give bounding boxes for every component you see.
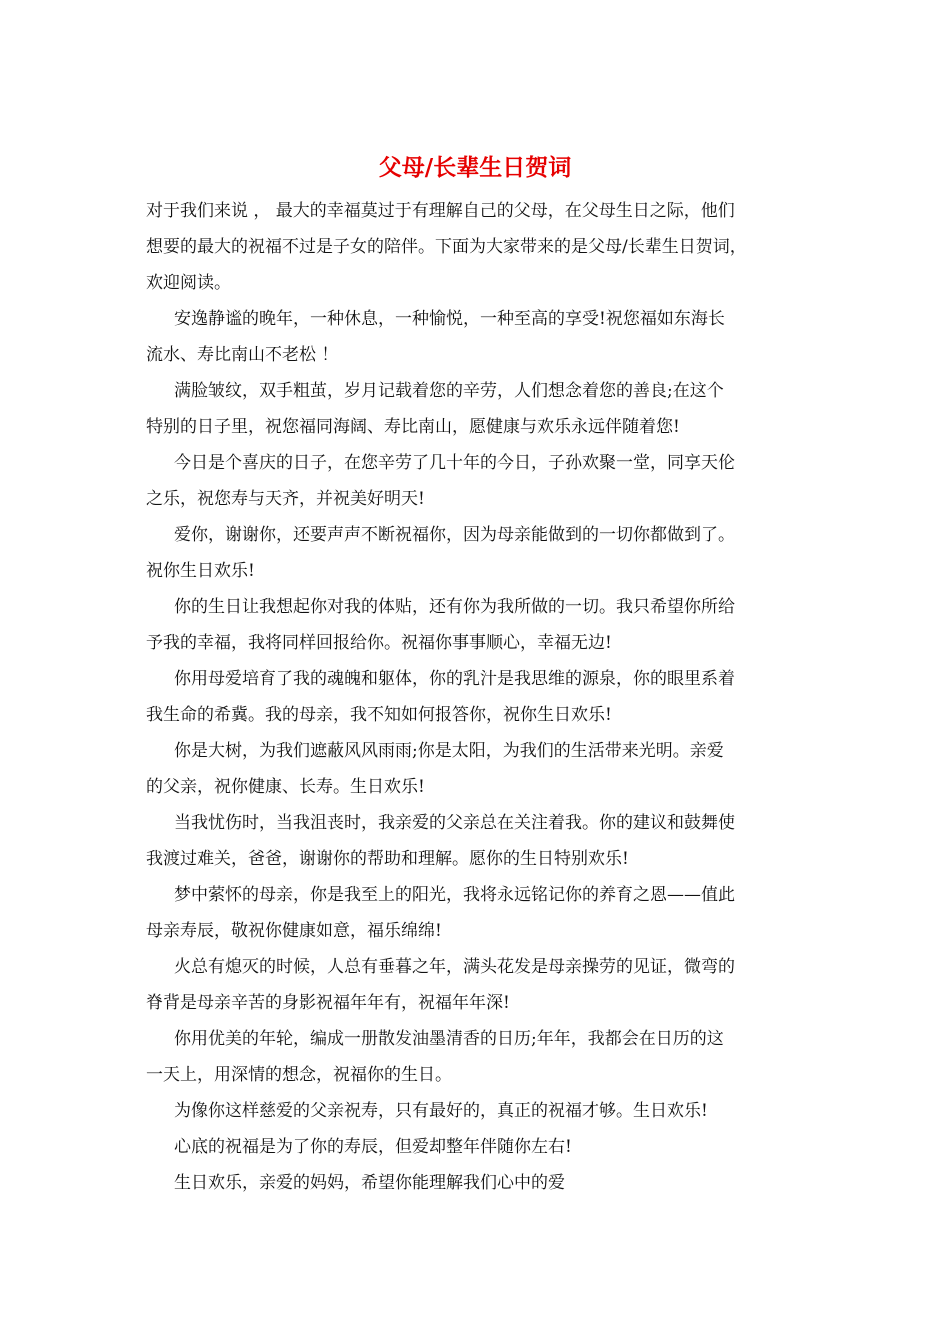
paragraph-line: 你用母爱培育了我的魂魄和躯体，你的乳汁是我思维的源泉，你的眼里系着 — [174, 669, 735, 689]
document-body — [146, 193, 814, 1201]
document-title: 父母/长辈生日贺词 — [378, 154, 572, 181]
paragraph-line: 之乐，祝您寿与天齐，并祝美好明天! — [146, 489, 425, 509]
paragraph-line: 脊背是母亲辛苦的身影祝福年年有，祝福年年深! — [146, 993, 510, 1013]
paragraph-line: 对于我们来说 ， 最大的幸福莫过于有理解自己的父母，在父母生日之际，他们 — [146, 201, 735, 221]
paragraph-line: 今日是个喜庆的日子，在您辛劳了几十年的今日，子孙欢聚一堂，同享天伦 — [174, 453, 735, 473]
paragraph-line: 我渡过难关，爸爸，谢谢你的帮助和理解。愿你的生日特别欢乐! — [146, 849, 629, 869]
paragraph — [146, 517, 814, 589]
paragraph-line: 安逸静谧的晚年，一种休息，一种愉悦，一种至高的享受!祝您福如东海长 — [174, 309, 725, 329]
paragraph — [146, 589, 814, 661]
paragraph-line: 生日欢乐，亲爱的妈妈，希望你能理解我们心中的爱 — [174, 1173, 565, 1193]
paragraph-line: 爱你，谢谢你，还要声声不断祝福你，因为母亲能做到的一切你都做到了。 — [174, 525, 735, 545]
paragraph-line: 你的生日让我想起你对我的体贴，还有你为我所做的一切。我只希望你所给 — [174, 597, 735, 617]
paragraph-line: 梦中萦怀的母亲，你是我至上的阳光，我将永远铭记你的养育之恩——值此 — [174, 885, 735, 905]
paragraph-line: 想要的最大的祝福不过是子女的陪伴。下面为大家带来的是父母/长辈生日贺词， — [146, 237, 747, 257]
paragraph-line: 祝你生日欢乐! — [146, 561, 255, 581]
paragraph-line: 我生命的希冀。我的母亲，我不知如何报答你，祝你生日欢乐! — [146, 705, 612, 725]
paragraph — [146, 661, 814, 733]
paragraph — [146, 877, 814, 949]
paragraph — [146, 733, 814, 805]
paragraph — [146, 805, 814, 877]
paragraph-line: 你用优美的年轮，编成一册散发油墨清香的日历;年年，我都会在日历的这 — [174, 1029, 724, 1049]
paragraph-line: 予我的幸福，我将同样回报给你。祝福你事事顺心，幸福无边! — [146, 633, 612, 653]
paragraph — [146, 949, 814, 1021]
paragraph-line: 火总有熄灭的时候，人总有垂暮之年，满头花发是母亲操劳的见证，微弯的 — [174, 957, 735, 977]
paragraph-line: 一天上，用深情的想念，祝福你的生日。 — [146, 1065, 452, 1085]
paragraph-line: 特别的日子里，祝您福同海阔、寿比南山，愿健康与欢乐永远伴随着您! — [146, 417, 680, 437]
paragraph-line: 满脸皱纹，双手粗茧，岁月记载着您的辛劳，人们想念着您的善良;在这个 — [174, 381, 724, 401]
paragraph — [146, 1165, 814, 1201]
paragraph-line: 欢迎阅读。 — [146, 273, 231, 293]
paragraph-line: 的父亲，祝你健康、长寿。生日欢乐! — [146, 777, 425, 797]
paragraph-line: 流水、寿比南山不老松 ！ — [146, 345, 339, 365]
paragraph-line: 为像你这样慈爱的父亲祝寿，只有最好的，真正的祝福才够。生日欢乐! — [174, 1101, 708, 1121]
paragraph — [146, 445, 814, 517]
paragraph — [146, 1093, 814, 1129]
paragraph-line: 心底的祝福是为了你的寿辰，但爱却整年伴随你左右! — [174, 1137, 572, 1157]
paragraph — [146, 301, 814, 373]
paragraph-line: 当我忧伤时，当我沮丧时，我亲爱的父亲总在关注着我。你的建议和鼓舞使 — [174, 813, 735, 833]
paragraph-line: 你是大树，为我们遮蔽风风雨雨;你是太阳，为我们的生活带来光明。亲爱 — [174, 741, 724, 761]
paragraph-line: 母亲寿辰，敬祝你健康如意，福乐绵绵! — [146, 921, 442, 941]
paragraph — [146, 1021, 814, 1093]
paragraph — [146, 1129, 814, 1165]
paragraph — [146, 373, 814, 445]
paragraph — [146, 193, 814, 301]
